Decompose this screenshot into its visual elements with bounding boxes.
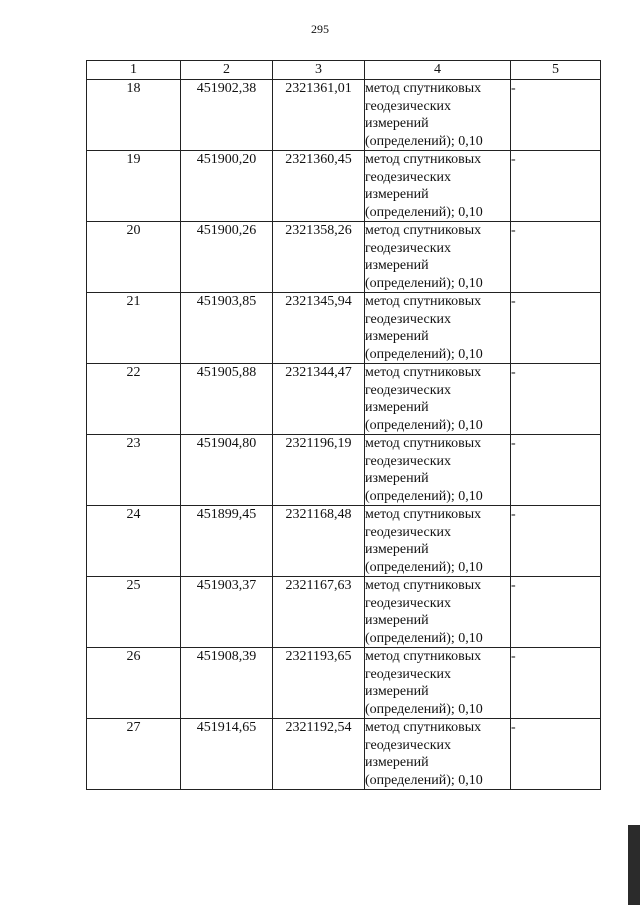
method-line: измерений [365,187,429,202]
method-line: измерений [365,684,429,699]
table-row [87,293,601,364]
method-line: геодезических [365,382,452,398]
header-cell-5: 5 [511,61,601,80]
method-cell [365,577,511,648]
point-number-cell: 27 [87,719,181,790]
note-cell: - [511,719,601,790]
note-cell: - [511,222,601,293]
method-cell [365,435,511,506]
x-coordinate-cell: 451914,65 [181,719,273,790]
point-number-cell: 18 [87,80,181,151]
method-line: измерений [365,542,429,557]
method-line: (определений); 0,10 [365,275,483,291]
note-cell: - [511,577,601,648]
table-row [87,719,601,790]
method-line: метод спутниковых [365,365,482,380]
method-line: (определений); 0,10 [365,204,483,220]
point-number-cell: 23 [87,435,181,506]
table-header [87,61,601,80]
y-coordinate-cell: 2321196,19 [273,435,365,506]
note-cell: - [511,506,601,577]
table-body [87,80,601,790]
method-line: (определений); 0,10 [365,417,483,433]
x-coordinate-cell: 451905,88 [181,364,273,435]
method-line: метод спутниковых [365,152,482,167]
table-row [87,80,601,151]
x-coordinate-cell: 451903,85 [181,293,273,364]
method-line: метод спутниковых [365,649,482,664]
page-number: 295 [311,22,329,36]
method-line: геодезических [365,453,452,469]
method-line: геодезических [365,311,452,327]
y-coordinate-cell: 2321344,47 [273,364,365,435]
note-cell: - [511,648,601,719]
x-coordinate-cell: 451902,38 [181,80,273,151]
method-cell [365,80,511,151]
method-line: измерений [365,400,429,415]
table-row [87,435,601,506]
y-coordinate-cell: 2321192,54 [273,719,365,790]
note-cell: - [511,435,601,506]
table-row [87,648,601,719]
x-coordinate-cell: 451899,45 [181,506,273,577]
x-coordinate-cell: 451903,37 [181,577,273,648]
point-number-cell: 21 [87,293,181,364]
coordinates-table [86,60,601,790]
header-cell-4: 4 [365,61,511,80]
method-line: метод спутниковых [365,578,482,593]
x-coordinate-cell: 451904,80 [181,435,273,506]
method-cell [365,222,511,293]
page-edge-shadow [628,825,640,905]
point-number-cell: 24 [87,506,181,577]
y-coordinate-cell: 2321360,45 [273,151,365,222]
method-line: (определений); 0,10 [365,559,483,575]
point-number-cell: 19 [87,151,181,222]
method-line: метод спутниковых [365,223,482,238]
method-line: метод спутниковых [365,294,482,309]
header-cell-1: 1 [87,61,181,80]
method-line: измерений [365,116,429,131]
table-row [87,151,601,222]
method-line: измерений [365,471,429,486]
method-line: измерений [365,329,429,344]
x-coordinate-cell: 451900,26 [181,222,273,293]
method-line: геодезических [365,524,452,540]
header-cell-2: 2 [181,61,273,80]
method-line: метод спутниковых [365,507,482,522]
method-line: измерений [365,613,429,628]
method-line: метод спутниковых [365,436,482,451]
point-number-cell: 26 [87,648,181,719]
method-cell [365,151,511,222]
method-line: геодезических [365,240,452,256]
method-line: геодезических [365,98,452,114]
table-row [87,364,601,435]
y-coordinate-cell: 2321167,63 [273,577,365,648]
header-cell-3: 3 [273,61,365,80]
note-cell: - [511,80,601,151]
method-line: (определений); 0,10 [365,772,483,788]
method-line: геодезических [365,666,452,682]
y-coordinate-cell: 2321358,26 [273,222,365,293]
method-line: геодезических [365,737,452,753]
x-coordinate-cell: 451900,20 [181,151,273,222]
y-coordinate-cell: 2321345,94 [273,293,365,364]
method-line: геодезических [365,595,452,611]
method-line: метод спутниковых [365,720,482,735]
method-line: (определений); 0,10 [365,346,483,362]
point-number-cell: 25 [87,577,181,648]
point-number-cell: 20 [87,222,181,293]
table-row [87,222,601,293]
method-cell [365,648,511,719]
note-cell: - [511,151,601,222]
x-coordinate-cell: 451908,39 [181,648,273,719]
note-cell: - [511,364,601,435]
method-line: (определений); 0,10 [365,630,483,646]
y-coordinate-cell: 2321168,48 [273,506,365,577]
method-cell [365,364,511,435]
table-row [87,577,601,648]
method-line: геодезических [365,169,452,185]
method-line: измерений [365,258,429,273]
table-row [87,506,601,577]
method-line: метод спутниковых [365,81,482,96]
method-cell [365,293,511,364]
header-row [87,61,601,80]
note-cell: - [511,293,601,364]
y-coordinate-cell: 2321193,65 [273,648,365,719]
method-line: измерений [365,755,429,770]
method-cell [365,506,511,577]
method-cell [365,719,511,790]
method-line: (определений); 0,10 [365,701,483,717]
method-line: (определений); 0,10 [365,488,483,504]
y-coordinate-cell: 2321361,01 [273,80,365,151]
point-number-cell: 22 [87,364,181,435]
method-line: (определений); 0,10 [365,133,483,149]
